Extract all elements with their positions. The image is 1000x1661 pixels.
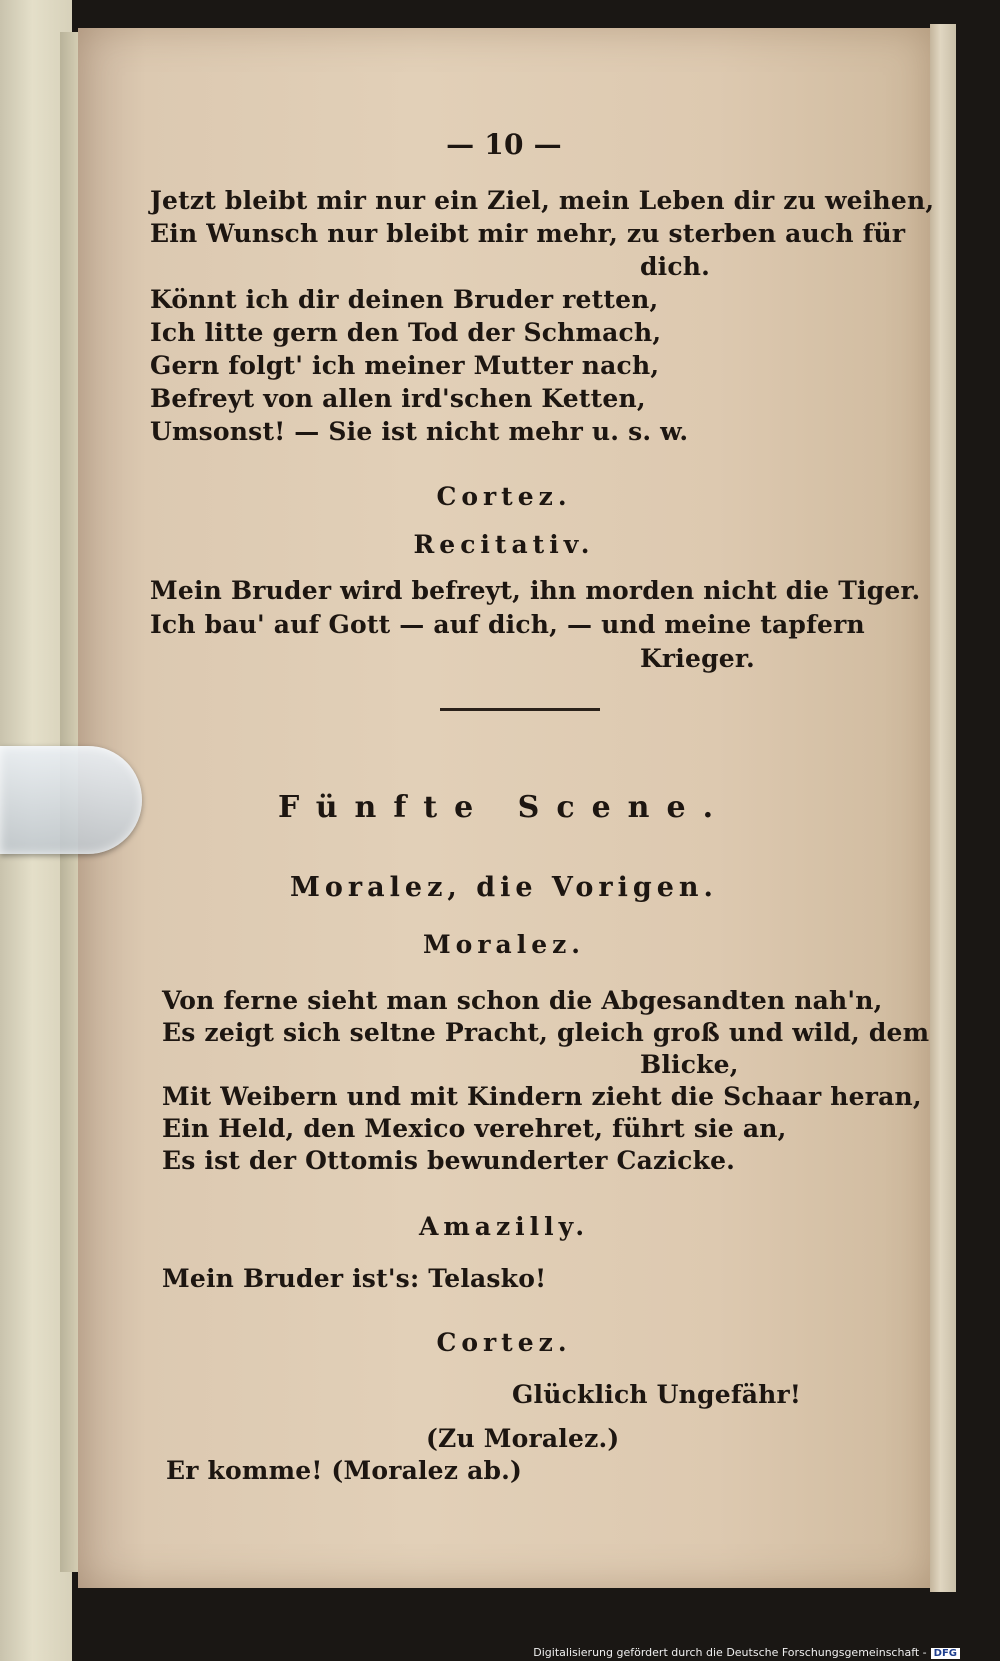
speaker-name: Cortez. [436, 482, 572, 511]
recitativ-heading: Recitativ. [413, 530, 595, 559]
verse-line: Glücklich Ungefähr! [512, 1380, 802, 1409]
verse-line: Ich bau' auf Gott — auf dich, — und meine tapfern [150, 610, 865, 639]
footer-text: Digitalisierung gefördert durch die Deutsche Forschungsgemeinschaft - [533, 1646, 927, 1659]
verse-line: Mein Bruder ist's: Telasko! [162, 1264, 547, 1293]
verse-line: Könnt ich dir deinen Bruder retten, [150, 285, 659, 314]
speaker-name: Amazilly. [418, 1212, 590, 1241]
verse-line: Mein Bruder wird befreyt, ihn morden nicht die Tiger. [150, 576, 921, 605]
verse-line: Ein Wunsch nur bleibt mir mehr, zu sterben auch für [150, 219, 906, 248]
verse-line: Jetzt bleibt mir nur ein Ziel, mein Leben dir zu weihen, [150, 186, 935, 215]
verse-line: Gern folgt' ich meiner Mutter nach, [150, 351, 660, 380]
verse-line: Krieger. [640, 644, 755, 673]
section-divider [440, 708, 600, 711]
page-number: — 10 — [446, 128, 562, 161]
verse-line: Ich litte gern den Tod der Schmach, [150, 318, 662, 347]
dfg-logo: DFG [931, 1648, 960, 1659]
page-clip [0, 746, 142, 854]
speaker-name: Cortez. [436, 1328, 572, 1357]
verse-line: Es ist der Ottomis bewunderter Cazicke. [162, 1146, 736, 1175]
verse-line: Von ferne sieht man schon die Abgesandten nah'n, [162, 986, 883, 1015]
footer-credit [533, 1646, 960, 1659]
verse-line: Er komme! (Moralez ab.) [166, 1456, 523, 1485]
verse-line: Befreyt von allen ird'schen Ketten, [150, 384, 646, 413]
scene-characters: Moralez, die Vorigen. [290, 872, 718, 903]
scene-title: Fünfte Scene. [277, 790, 731, 825]
speaker-name: Moralez. [422, 930, 586, 959]
verse-line: Mit Weibern und mit Kindern zieht die Schaar heran, [162, 1082, 922, 1111]
verse-line: Es zeigt sich seltne Pracht, gleich groß und wild, dem [162, 1018, 930, 1047]
verse-line: Ein Held, den Mexico verehret, führt sie an, [162, 1114, 787, 1143]
verse-line: dich. [640, 252, 711, 281]
verse-line: Umsonst! — Sie ist nicht mehr u. s. w. [150, 417, 689, 446]
verse-line: Blicke, [640, 1050, 739, 1079]
stage-direction: (Zu Moralez.) [426, 1424, 620, 1453]
page-edge-right [930, 24, 956, 1592]
